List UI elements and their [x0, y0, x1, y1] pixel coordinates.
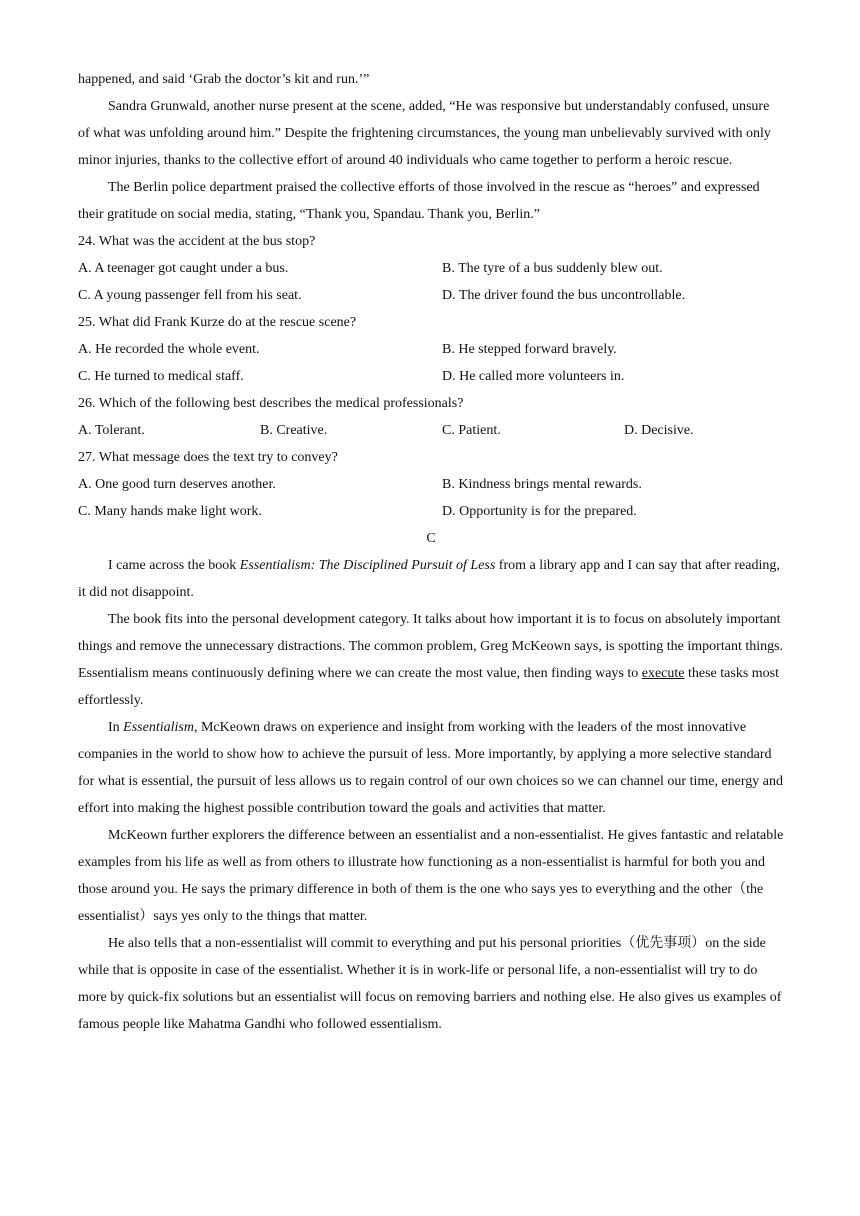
option-27-c: C. Many hands make light work. — [78, 504, 262, 519]
question-24-stem: 24. What was the accident at the bus stop? — [78, 234, 316, 249]
question-25-options-row-2 — [78, 363, 784, 390]
question-24-options-row-1 — [78, 255, 784, 282]
option-26-a: A. Tolerant. — [78, 423, 145, 438]
passage-c-paragraph-4: McKeown further explorers the difference between an essentialist and a non-essentialist. He gives fantastic and relatable examples from his life as well as from others to illustrate how functioning as a non-essentialist is harmful for both you and those around you. He says the primary difference in both of them is the one who says yes to everything and the other（the essentialist）says yes only to the things that matter. — [78, 828, 784, 924]
passage-b-continuation: happened, and said ‘Grab the doctor’s kit and run.’” — [78, 72, 370, 87]
passage-c-paragraph-1 — [78, 552, 784, 606]
option-24-d: D. The driver found the bus uncontrollable. — [442, 288, 686, 303]
option-24-a: A. A teenager got caught under a bus. — [78, 261, 289, 276]
question-27-options-row-2 — [78, 498, 784, 525]
passage-c-heading: C — [426, 531, 436, 546]
option-26-b: B. Creative. — [260, 423, 328, 438]
option-24-b: B. The tyre of a bus suddenly blew out. — [442, 261, 663, 276]
question-25-stem: 25. What did Frank Kurze do at the rescue scene? — [78, 315, 357, 330]
option-25-a: A. He recorded the whole event. — [78, 342, 260, 357]
option-24-c: C. A young passenger fell from his seat. — [78, 288, 302, 303]
passage-b-paragraph: Sandra Grunwald, another nurse present at the scene, added, “He was responsive but understandably confused, unsure of what was unfolding around him.” Despite the frightening circumstances, the young man unbelievably survived with only minor injuries, thanks to the collective effort of around 40 individuals who came together to perform a heroic rescue. — [78, 99, 771, 168]
option-26-c: C. Patient. — [442, 423, 501, 438]
option-25-c: C. He turned to medical staff. — [78, 369, 244, 384]
option-26-d: D. Decisive. — [624, 423, 694, 438]
text-run: The book fits into the personal development category. It talks about how important it is to focus on absolutely important things and remove the unnecessary distractions. The common problem, Greg McKeown says, is spotting the important things. Essentialism means continuously defining where we can create the most value, then finding ways to — [78, 612, 784, 681]
option-25-b: B. He stepped forward bravely. — [442, 342, 617, 357]
question-24-options-row-2 — [78, 282, 784, 309]
text-run: , McKeown draws on experience and insight from working with the leaders of the most innovative companies in the world to show how to achieve the pursuit of less. More importantly, by applying a more selective standard for what is essential, the pursuit of less allows us to regain control of our own choices so we can channel our time, energy and effort into making the highest possible contribution toward the goals and activities that matter. — [78, 720, 784, 816]
question-26-stem: 26. Which of the following best describes the medical professionals? — [78, 396, 464, 411]
option-27-d: D. Opportunity is for the prepared. — [442, 504, 637, 519]
option-27-b: B. Kindness brings mental rewards. — [442, 477, 642, 492]
book-title: Essentialism: The Disciplined Pursuit of Less — [239, 558, 496, 573]
text-run: from a library app and I can say that after reading, it did not disappoint. — [78, 558, 780, 600]
text-run: In — [108, 720, 124, 735]
option-25-d: D. He called more volunteers in. — [442, 369, 625, 384]
question-25-options-row-1 — [78, 336, 784, 363]
passage-c-paragraph-5: He also tells that a non-essentialist will commit to everything and put his personal priorities（优先事项）on the side while that is opposite in case of the essentialist. Whether it is in work-life or personal life, a non-essentialist will try to do more by quick-fix solutions but an essentialist will focus on removing barriers and nothing else. He also gives us examples of famous people like Mahatma Gandhi who followed essentialism. — [78, 936, 782, 1032]
question-26-options-row — [78, 417, 784, 444]
question-27-options-row-1 — [78, 471, 784, 498]
passage-c-paragraph-2 — [78, 606, 784, 714]
text-run: I came across the book — [108, 558, 240, 573]
passage-b-paragraph: The Berlin police department praised the collective efforts of those involved in the rescue as “heroes” and expressed their gratitude on social media, stating, “Thank you, Spandau. Thank you, Berlin.” — [78, 180, 760, 222]
question-27-stem: 27. What message does the text try to convey? — [78, 450, 338, 465]
book-title: Essentialism — [123, 720, 194, 735]
underlined-word: execute — [641, 666, 685, 681]
passage-c-paragraph-3 — [78, 714, 784, 822]
text-run: these tasks most effortlessly. — [78, 666, 779, 708]
document-page — [78, 66, 784, 1038]
option-27-a: A. One good turn deserves another. — [78, 477, 276, 492]
